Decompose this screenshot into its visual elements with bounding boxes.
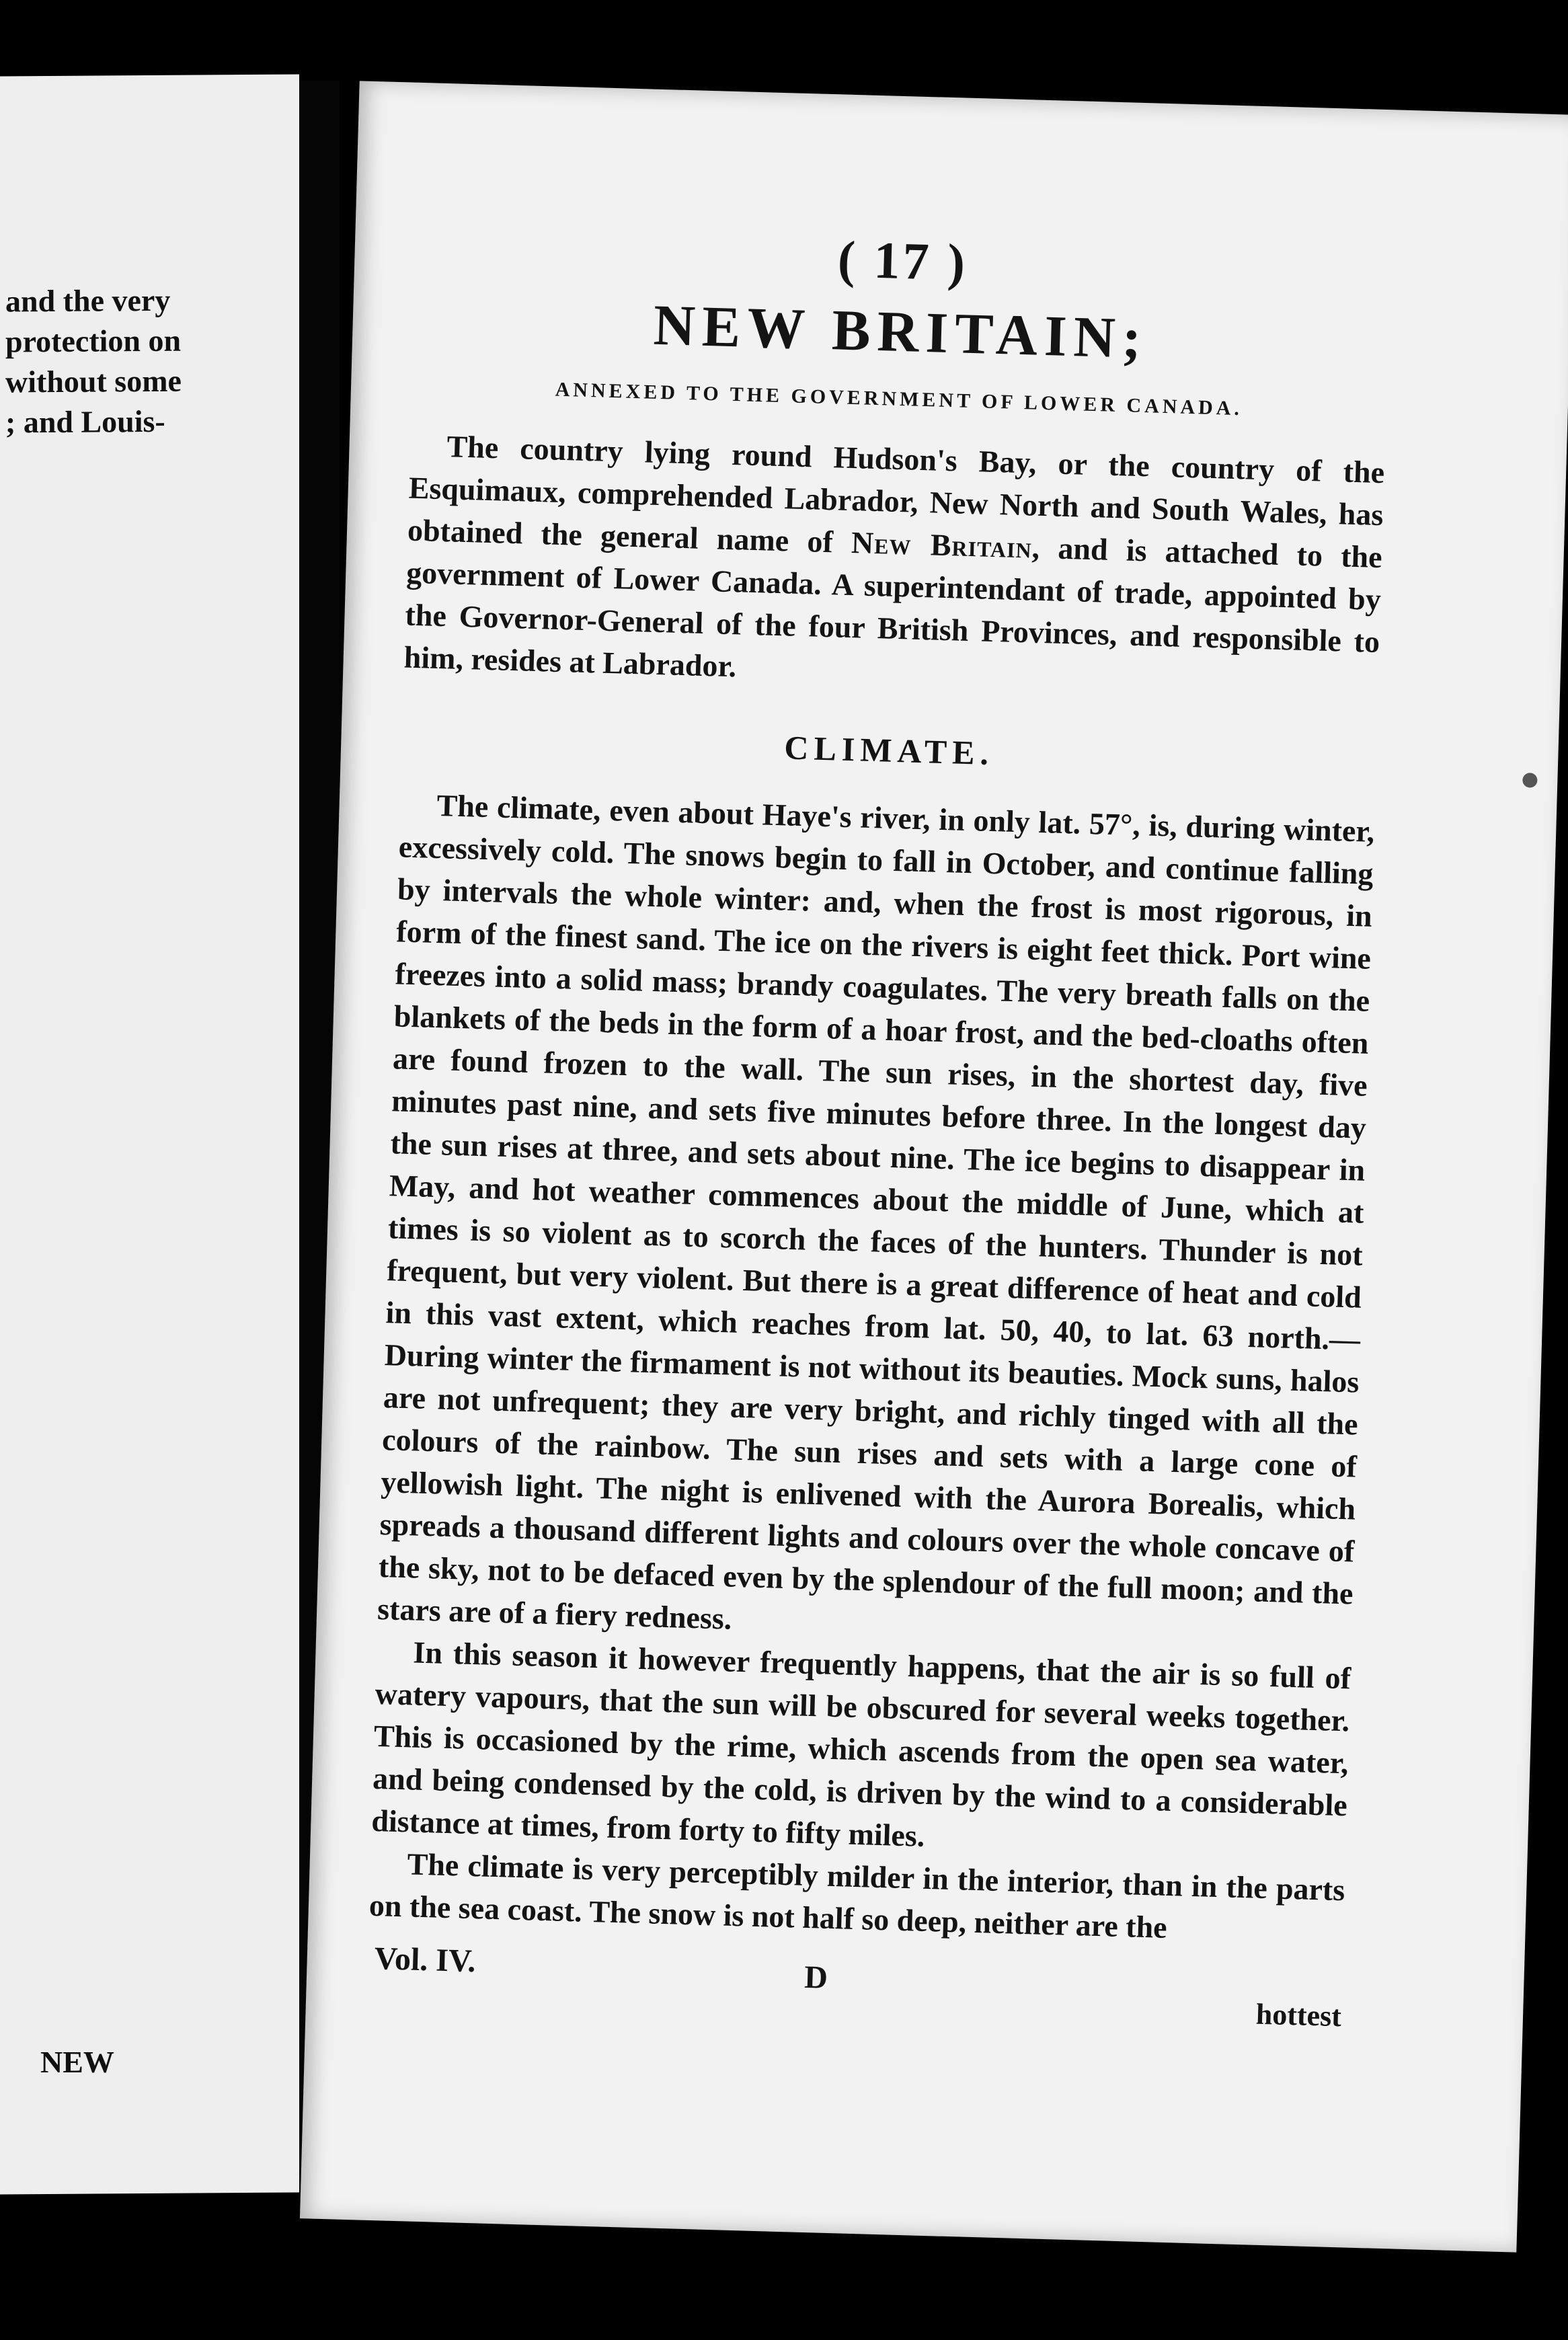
left-facing-page bbox=[0, 74, 299, 2194]
intro-paragraph bbox=[403, 424, 1385, 705]
page-content bbox=[367, 217, 1391, 2033]
paragraph-text: The climate is very perceptibly milder in the interior, than in the parts on the sea coast. The snow is not half so deep, neither are the bbox=[368, 1846, 1345, 1945]
left-page-line: and the very bbox=[5, 282, 171, 319]
page-edge-mark bbox=[1522, 773, 1538, 788]
main-page bbox=[300, 81, 1568, 2252]
page-title: NEW BRITAIN; bbox=[652, 292, 1149, 371]
catchword: hottest bbox=[1255, 1997, 1342, 2033]
intro-text-part1: The country lying round Hudson's Bay, or the country of the Esquimaux, comprehended Labrador, New North and South Wales, has obtained the general name of bbox=[407, 429, 1385, 560]
left-page-line: protection on bbox=[5, 323, 182, 359]
left-page-catchword: NEW bbox=[40, 2045, 114, 2079]
section-heading-climate: CLIMATE. bbox=[783, 728, 994, 773]
paragraph-text: In this season it however frequently happens, that the air is so full of watery vapours, that the sun will be obscured for several weeks together. This is occasioned by the rime, which ascends from the open sea water, and being condensed by the cold, is driven by the wind to a considerable distance at times, from forty to fifty miles. bbox=[370, 1635, 1351, 1853]
signature-mark: D bbox=[803, 1959, 828, 1996]
left-page-line: ; and Louis- bbox=[5, 403, 165, 440]
climate-paragraph bbox=[371, 1630, 1351, 1869]
left-page-line: without some bbox=[5, 363, 182, 399]
paragraph-text: The climate, even about Haye's river, in only lat. 57°, is, during winter, excessively cold. The snows begin to fall in October, and continue falling by intervals the whole winter: and, when the frost is most rigorous, in form of the finest sand. The ice on the rivers is eight feet thick. Port wine freezes into a solid mass; brandy coagulates. The very breath falls on the blankets of the beds in the form of a hoar frost, and the bed-cloaths often are found frozen to the wall. The sun rises, in the shortest day, five minutes past nine, and sets five minutes before three. In the longest day the sun rises at three, and sets about nine. The ice begins to disappear in May, and hot weather commences about the middle of June, which at times is so violent as to scorch the faces of the hunters. Thunder is not frequent, but very violent. But there is a great difference of heat and cold in this vast extent, which reaches from lat. 50, 40, to lat. 63 north.—During winter the firmament is not without its beauties. Mock suns, halos are not unfrequent; they are very bright, and richly tinged with all the colours of the rainbow. The sun rises and sets with a large cone of yellowish light. The night is enlivened with the Aurora Borealis, which spreads a thousand different lights and colours over the whole concave of the sky, not to be defaced even by the splendour of the full moon; and the stars are of a fiery redness. bbox=[377, 787, 1375, 1636]
intro-emphasis: New Britain bbox=[851, 525, 1033, 565]
page-subtitle: ANNEXED TO THE GOVERNMENT OF LOWER CANADA. bbox=[555, 378, 1243, 420]
page-number: ( 17 ) bbox=[836, 229, 969, 292]
page-footer bbox=[367, 1940, 1343, 2033]
intro-text-part2: , and is attached to the government of Lower Canada. A superintendant of trade, appointed by the Governor-General of the four British Provinces, and responsible to him, resides at Labrador. bbox=[403, 530, 1383, 684]
climate-paragraph bbox=[377, 783, 1375, 1657]
volume-label: Vol. IV. bbox=[374, 1941, 477, 1980]
